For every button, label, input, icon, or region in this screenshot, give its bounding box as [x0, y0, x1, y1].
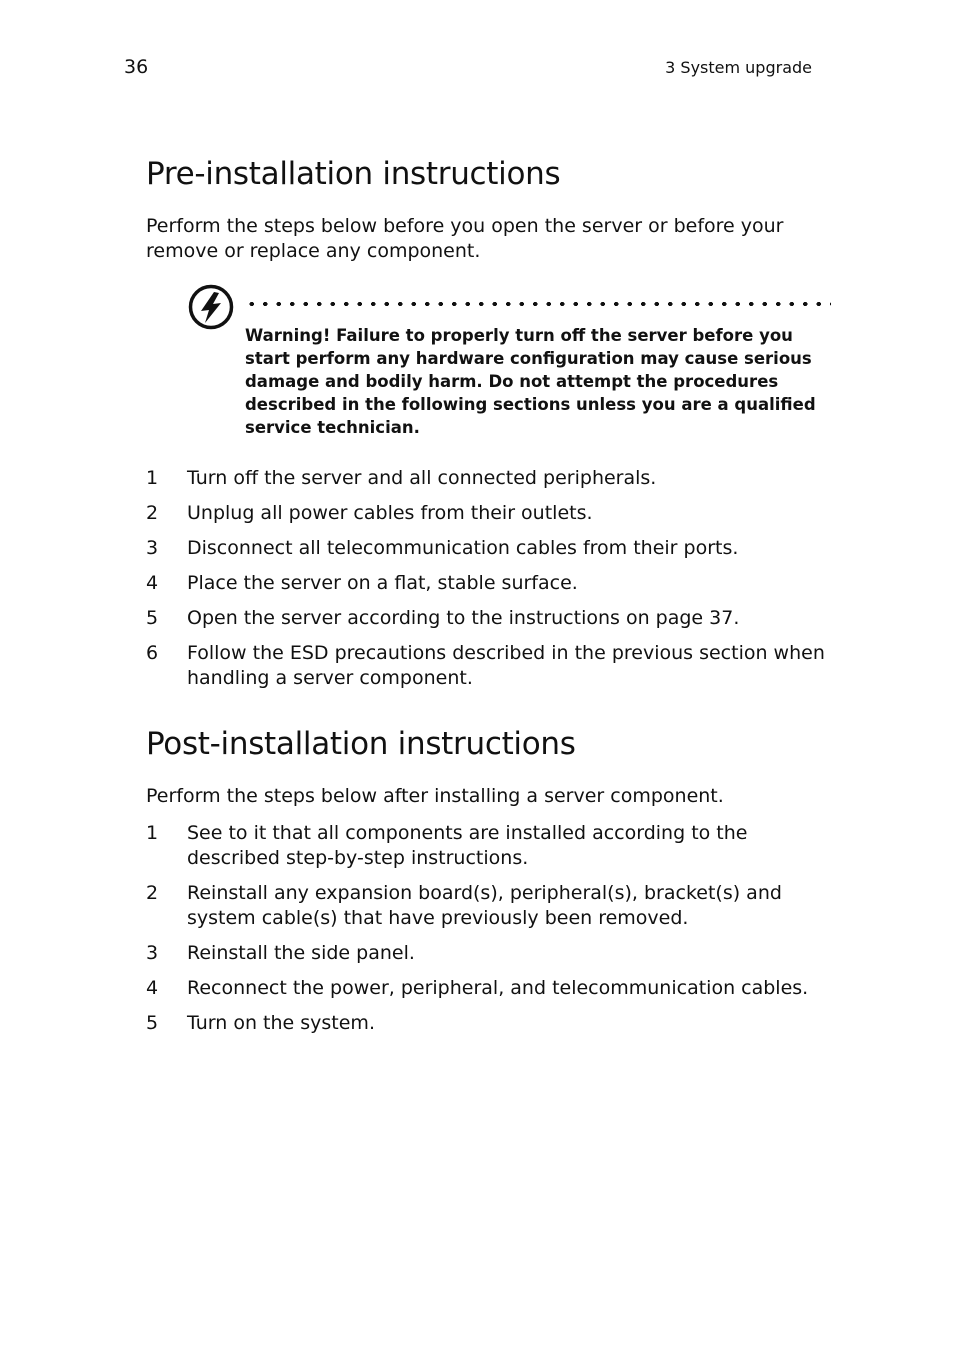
step-text: See to it that all components are installed according to the described step-by-step instructions.: [187, 822, 748, 869]
pre-installation-intro: Perform the steps below before you open the server or before your remove or replace any component.: [146, 215, 784, 262]
step-number: 1: [146, 822, 159, 844]
post-installation-title-block: [146, 726, 836, 762]
pre-installation-intro-block: [146, 214, 836, 264]
step-text: Reconnect the power, peripheral, and telecommunication cables.: [187, 977, 809, 999]
step-number: 1: [146, 467, 159, 489]
post-installation-intro-block: [146, 784, 836, 809]
step-number: 2: [146, 882, 159, 904]
step-number: 6: [146, 642, 159, 664]
step-number: 3: [146, 942, 159, 964]
list-item: [146, 1011, 836, 1036]
step-text: Unplug all power cables from their outlets.: [187, 502, 593, 524]
list-item: [146, 941, 836, 966]
warning-divider: [245, 302, 831, 306]
step-number: 2: [146, 502, 159, 524]
list-item: [146, 501, 836, 526]
lightning-warning-icon: [188, 284, 234, 330]
step-text: Reinstall any expansion board(s), peripheral(s), bracket(s) and system cable(s) that have previously been removed.: [187, 882, 782, 929]
step-text: Open the server according to the instructions on page 37.: [187, 607, 740, 629]
step-number: 4: [146, 572, 159, 594]
post-installation-intro: Perform the steps below after installing a server component.: [146, 785, 724, 807]
step-number: 5: [146, 607, 159, 629]
page-number: 36: [124, 56, 149, 78]
pre-installation-steps: [146, 466, 836, 691]
step-number: 3: [146, 537, 159, 559]
step-text: Disconnect all telecommunication cables from their ports.: [187, 537, 739, 559]
step-number: 5: [146, 1012, 159, 1034]
step-text: Reinstall the side panel.: [187, 942, 415, 964]
step-number: 4: [146, 977, 159, 999]
list-item: [146, 466, 836, 491]
list-item: [146, 881, 836, 931]
post-installation-steps: [146, 821, 836, 1036]
pre-installation-title-block: [146, 156, 836, 192]
warning-text: Warning! Failure to properly turn off the server before you start perform any hardware configuration may cause serious damage and bodily harm. Do not attempt the procedures described in the following sections unless you are a qualified service technician.: [245, 326, 816, 437]
list-item: [146, 976, 836, 1001]
list-item: [146, 821, 836, 871]
step-text: Place the server on a flat, stable surface.: [187, 572, 578, 594]
list-item: [146, 641, 836, 691]
post-installation-heading: Post-installation instructions: [146, 726, 576, 762]
list-item: [146, 571, 836, 596]
list-item: [146, 606, 836, 631]
step-text: Follow the ESD precautions described in the previous section when handling a server component.: [187, 642, 825, 689]
step-text: Turn off the server and all connected peripherals.: [187, 467, 657, 489]
pre-installation-heading: Pre-installation instructions: [146, 156, 561, 192]
list-item: [146, 536, 836, 561]
chapter-title: 3 System upgrade: [665, 58, 812, 77]
step-text: Turn on the system.: [187, 1012, 375, 1034]
